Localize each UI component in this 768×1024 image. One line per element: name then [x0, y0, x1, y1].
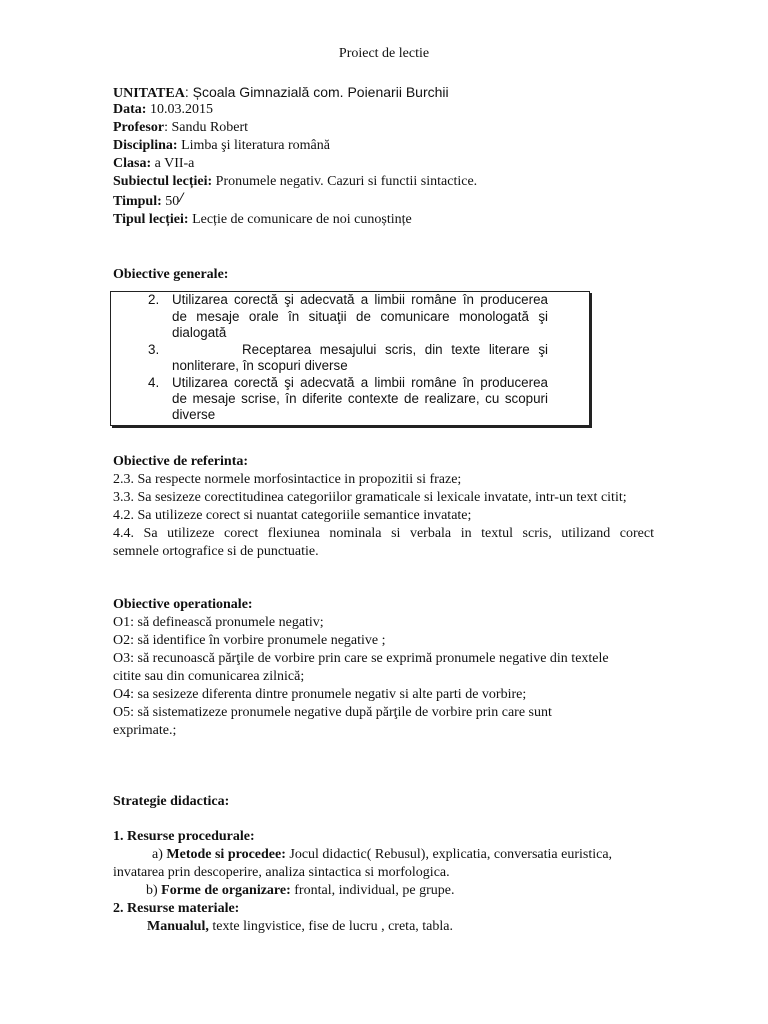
obiective-referinta-heading: Obiective de referinta: — [113, 454, 249, 469]
field-timpul — [113, 192, 183, 211]
forme-prefix: b) — [146, 883, 162, 898]
metode-label: Metode si procedee: — [166, 847, 286, 862]
forme-label: Forme de organizare: — [161, 883, 291, 898]
field-unitatea-label: UNITATEA — [113, 86, 185, 101]
field-unitatea — [113, 83, 449, 103]
obiective-referinta-line: 4.4. Sa utilizeze corect flexiunea nominala si verbala in textul scris, utilizand corect — [113, 526, 654, 541]
obiective-operationale-line: O5: să sistematizeze pronumele negative după părţile de vorbire prin care sunt — [113, 705, 552, 720]
obiective-generale-item-line: nonliterare, în scopuri diverse — [172, 358, 348, 373]
manualul-line — [147, 918, 453, 936]
field-profesor — [113, 119, 248, 137]
obiective-operationale-line: O4: sa sesizeze diferenta dintre pronumele negativ si alte parti de vorbire; — [113, 687, 527, 702]
field-tipul — [113, 211, 412, 229]
strategie-heading: Strategie didactica: — [113, 794, 230, 809]
field-timpul-value: 50 — [161, 194, 180, 209]
obiective-generale-item-line: Receptarea mesajului scris, din texte literare şi — [242, 342, 548, 357]
resurse-materiale-heading: 2. Resurse materiale: — [113, 901, 240, 916]
obiective-operationale-line: O2: să identifice în vorbire pronumele negative ; — [113, 633, 386, 648]
metode-line — [152, 846, 612, 864]
obiective-referinta-line: 3.3. Sa sesizeze corectitudinea categoriilor gramaticale si lexicale invatate, intr-un text citit; — [113, 490, 627, 505]
field-data — [113, 101, 213, 119]
field-disciplina-value: Limba şi literatura română — [177, 138, 330, 153]
field-disciplina-label: Disciplina: — [113, 138, 178, 153]
field-data-value: 10.03.2015 — [146, 102, 213, 117]
obiective-operationale-line: exprimate.; — [113, 723, 177, 738]
field-tipul-value: Lecție de comunicare de noi cunoștințe — [188, 212, 412, 227]
metode-value: Jocul didactic( Rebusul), explicatia, conversatia euristica, — [285, 847, 613, 862]
obiective-operationale-heading: Obiective operationale: — [113, 597, 253, 612]
field-subiectul-value: Pronumele negativ. Cazuri si functii sintactice. — [212, 174, 478, 189]
manualul-label: Manualul, — [147, 919, 209, 934]
forme-line — [146, 882, 454, 900]
obiective-referinta-line: 4.2. Sa utilizeze corect si nuantat categoriile semantice invatate; — [113, 508, 472, 523]
field-disciplina — [113, 137, 330, 155]
field-data-label: Data: — [113, 102, 147, 117]
field-tipul-label: Tipul lecției: — [113, 212, 189, 227]
document-title: Proiect de lectie — [338, 46, 430, 61]
field-unitatea-value: : Școala Gimnazială com. Poienarii Burchii — [184, 84, 449, 100]
obiective-generale-item-line: de mesaje scrise, în diferite contexte de realizare, cu scopuri — [172, 391, 548, 406]
resurse-procedurale-heading: 1. Resurse procedurale: — [113, 829, 255, 844]
obiective-generale-box — [110, 291, 590, 426]
obiective-referinta-line: semnele ortografice si de punctuatie. — [113, 544, 319, 559]
obiective-generale-item-line: dialogată — [172, 325, 227, 340]
field-profesor-label: Profesor — [113, 120, 165, 135]
field-timpul-label: Timpul: — [113, 194, 162, 209]
field-clasa-value: a VII-a — [151, 156, 195, 171]
field-profesor-value: : Sandu Robert — [164, 120, 249, 135]
field-subiectul-label: Subiectul lecției: — [113, 174, 213, 189]
obiective-generale-item-number: 3. — [148, 342, 160, 357]
forme-value: frontal, individual, pe grupe. — [290, 883, 455, 898]
minute-mark: / — [179, 190, 184, 206]
obiective-generale-heading: Obiective generale: — [113, 267, 229, 282]
obiective-generale-item-number: 4. — [148, 375, 160, 390]
obiective-generale-item-line: Utilizarea corectă şi adecvată a limbii române în producerea — [172, 292, 548, 307]
manualul-value: texte lingvistice, fise de lucru , creta, tabla. — [208, 919, 453, 934]
obiective-operationale-line: O1: să definească pronumele negativ; — [113, 615, 324, 630]
obiective-generale-item-line: de mesaje orale în situaţii de comunicare monologată şi — [172, 309, 548, 324]
obiective-generale-item-number: 2. — [148, 292, 160, 307]
field-subiectul — [113, 173, 477, 191]
obiective-generale-item-line: diverse — [172, 407, 216, 422]
obiective-operationale-line: citite sau din comunicarea zilnică; — [113, 669, 305, 684]
metode-line-continued: invatarea prin descoperire, analiza sintactica si morfologica. — [113, 865, 450, 880]
obiective-generale-item-line: Utilizarea corectă şi adecvată a limbii române în producerea — [172, 375, 548, 390]
obiective-referinta-line: 2.3. Sa respecte normele morfosintactice in propozitii si fraze; — [113, 472, 462, 487]
field-clasa-label: Clasa: — [113, 156, 152, 171]
field-clasa — [113, 155, 194, 173]
metode-prefix: a) — [152, 847, 167, 862]
obiective-operationale-line: O3: să recunoască părţile de vorbire prin care se exprimă pronumele negative din textele — [113, 651, 609, 666]
